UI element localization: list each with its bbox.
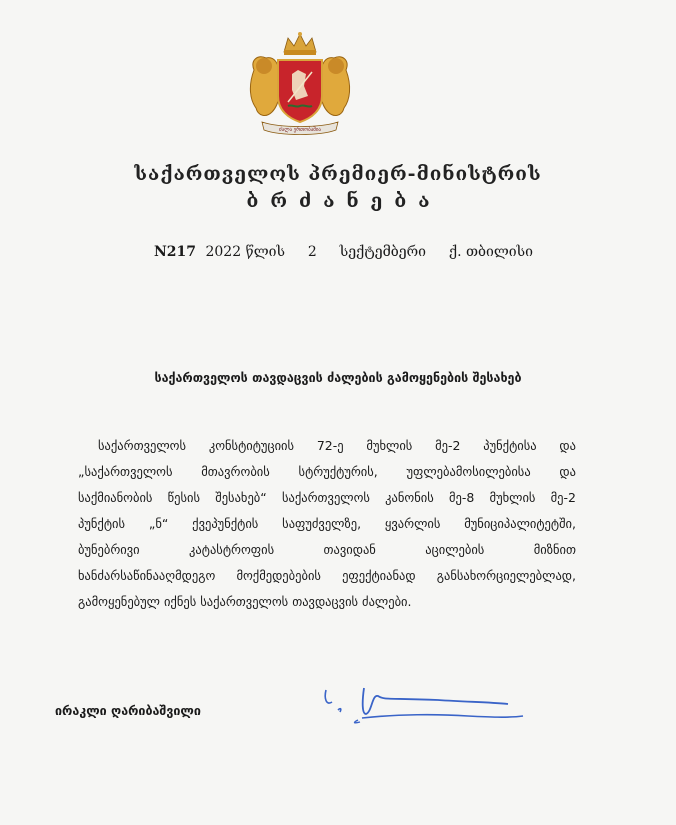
- order-day: 2: [307, 244, 317, 260]
- order-year: 2022 წლის: [205, 244, 285, 260]
- order-month: სექტემბერი: [339, 244, 426, 260]
- body-line: პუნქტის „ნ“ ქვეპუნქტის საფუძველზე, ყვარლის მუნიციპალიტეტში,: [78, 516, 576, 531]
- signer-name: ირაკლი ღარიბაშვილი: [55, 703, 201, 718]
- body-line: „საქართველოს მთავრობის სტრუქტურის, უფლებამოსილებისა და: [78, 464, 576, 479]
- signature-icon: [318, 680, 528, 730]
- emblem-motto: ძალა ერთობაშია: [279, 127, 321, 133]
- order-subject: საქართველოს თავდაცვის ძალების გამოყენების შესახებ: [154, 370, 522, 385]
- body-line: ხანძარსაწინააღმდეგო მოქმედებების ეფექტიანად განსახორციელებლად,: [78, 568, 576, 583]
- georgia-coat-of-arms-icon: [240, 30, 360, 142]
- order-city: ქ. თბილისი: [448, 244, 533, 260]
- order-meta: [154, 244, 533, 260]
- order-number: N217: [154, 244, 197, 260]
- body-line: საქმიანობის წესის შესახებ“ საქართველოს კანონის მე-8 მუხლის მე-2: [78, 490, 576, 505]
- body-line: გამოყენებულ იქნეს საქართველოს თავდაცვის ძალები.: [78, 594, 412, 609]
- body-line: ბუნებრივი კატასტროფის თავიდან აცილების მიზნით: [78, 542, 576, 557]
- body-line: საქართველოს კონსტიტუციის 72-ე მუხლის მე-2 პუნქტისა და: [98, 438, 576, 453]
- document-title: საქართველოს პრემიერ-მინისტრის: [134, 163, 542, 185]
- order-body: [78, 433, 576, 615]
- document-type: ბრძანება: [246, 190, 442, 212]
